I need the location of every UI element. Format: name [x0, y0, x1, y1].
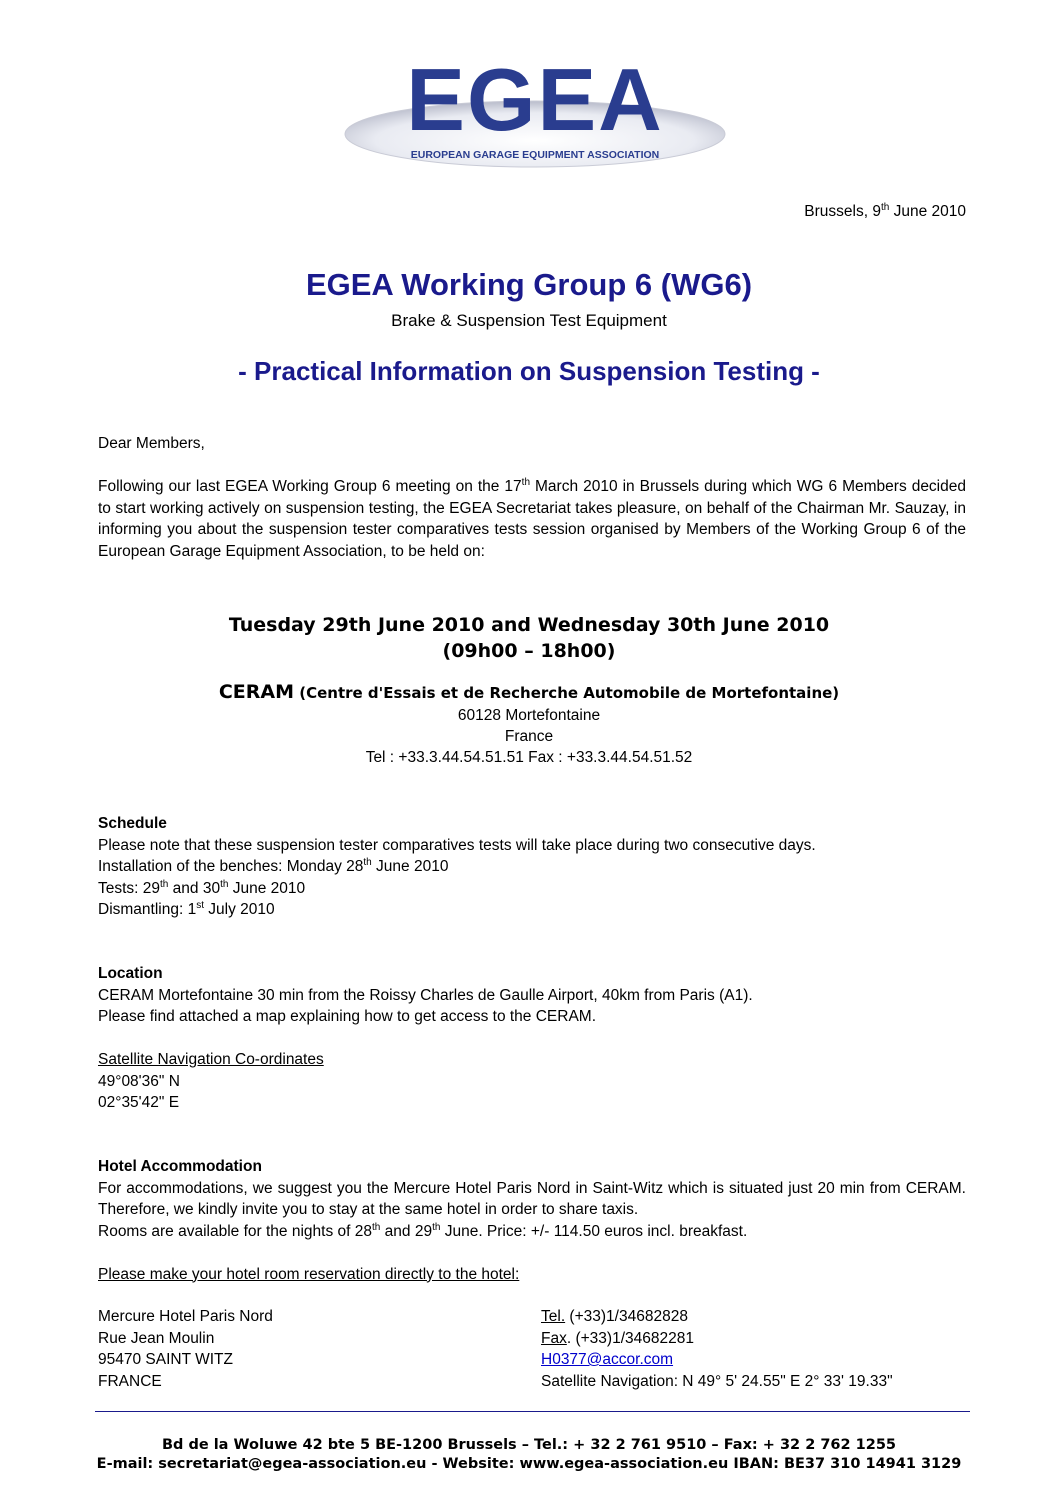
document-title: EGEA Working Group 6 (WG6)	[305, 267, 753, 302]
event-dates: Tuesday 29th June 2010 and Wednesday 30th June 2010	[228, 614, 830, 636]
intro-paragraph: Following our last EGEA Working Group 6 meeting on the 17th March 2010 in Brussels during which WG 6 Members decided to start working actively on suspension testing, the EGEA Secretariat takes pleasure, on behalf of the Chairman Mr. Sauzay, in informing you about the suspension tester comparatives tests session organised by Members of the Working Group 6 of the European Garage Equipment Association, to be held on:	[98, 476, 966, 560]
location-section	[98, 963, 966, 1114]
hotel-address-line: Mercure Hotel Paris Nord	[98, 1308, 273, 1325]
hotel-rooms: Rooms are available for the nights of 28th and 29th June. Price: +/- 114.50 euros incl. breakfast.	[98, 1221, 748, 1240]
hotel-paragraph: For accommodations, we suggest you the Mercure Hotel Paris Nord in Saint-Witz which is situated just 20 min from CERAM. Therefore, we kindly invite you to stay at the same hotel in order to share taxis.	[98, 1179, 966, 1218]
location-line-1: CERAM Mortefontaine 30 min from the Roissy Charles de Gaulle Airport, 40km from Paris (A1).	[98, 986, 753, 1004]
hotel-address-line: FRANCE	[98, 1372, 162, 1390]
hotel-satnav: Satellite Navigation: N 49° 5' 24.55" E 2° 33' 19.33"	[541, 1372, 893, 1390]
document-subtitle: Brake & Suspension Test Equipment	[391, 311, 667, 330]
schedule-note: Please note that these suspension tester comparatives tests will take place during two consecutive days.	[98, 836, 816, 854]
event-hours: (09h00 – 18h00)	[442, 640, 616, 662]
schedule-section	[98, 813, 966, 921]
reservation-note: Please make your hotel room reservation directly to the hotel:	[98, 1265, 520, 1283]
hotel-section	[98, 1156, 966, 1285]
document-heading: - Practical Information on Suspension Testing -	[238, 356, 820, 386]
footer-divider	[95, 1411, 970, 1412]
location-heading: Location	[98, 965, 163, 982]
hotel-address	[98, 1306, 273, 1392]
footer-address: Bd de la Woluwe 42 bte 5 BE-1200 Brussels – Tel.: + 32 2 761 9510 – Fax: + 32 2 762 1255	[161, 1437, 897, 1453]
satnav-longitude: 02°35'42" E	[98, 1094, 180, 1111]
hotel-contacts	[541, 1306, 893, 1392]
hotel-heading: Hotel Accommodation	[98, 1158, 262, 1175]
hotel-email-link[interactable]: H0377@accor.com	[541, 1351, 674, 1368]
event-country: France	[504, 728, 554, 745]
egea-logo	[342, 52, 728, 170]
hotel-address-line: Rue Jean Moulin	[98, 1329, 215, 1347]
logo-tagline: EUROPEAN GARAGE EQUIPMENT ASSOCIATION	[410, 149, 660, 161]
hotel-address-line: 95470 SAINT WITZ	[98, 1351, 233, 1368]
schedule-heading: Schedule	[98, 815, 167, 832]
greeting: Dear Members,	[98, 435, 205, 452]
event-venue: CERAM (Centre d'Essais et de Recherche Automobile de Mortefontaine)	[218, 681, 840, 703]
location-line-2: Please find attached a map explaining how to get access to the CERAM.	[98, 1008, 597, 1025]
event-postcode-city: 60128 Mortefontaine	[457, 707, 601, 724]
footer-contacts: E-mail: secretariat@egea-association.eu - Website: www.egea-association.eu IBAN: BE37 310 14941 3129	[96, 1456, 962, 1472]
logo-wordmark: EGEA	[406, 52, 664, 149]
satnav-latitude: 49°08'36" N	[98, 1072, 180, 1090]
hotel-fax: Fax. (+33)1/34682281	[541, 1329, 694, 1347]
satnav-heading: Satellite Navigation Co-ordinates	[98, 1051, 324, 1068]
schedule-installation: Installation of the benches: Monday 28th June 2010	[98, 856, 449, 875]
letter-date: Brussels, 9th June 2010	[804, 201, 966, 220]
event-phone-fax: Tel : +33.3.44.54.51.51 Fax : +33.3.44.54.51.52	[365, 749, 693, 766]
schedule-tests: Tests: 29th and 30th June 2010	[98, 878, 306, 897]
schedule-dismantling: Dismantling: 1st July 2010	[98, 899, 275, 918]
hotel-tel: Tel. (+33)1/34682828	[541, 1308, 688, 1325]
